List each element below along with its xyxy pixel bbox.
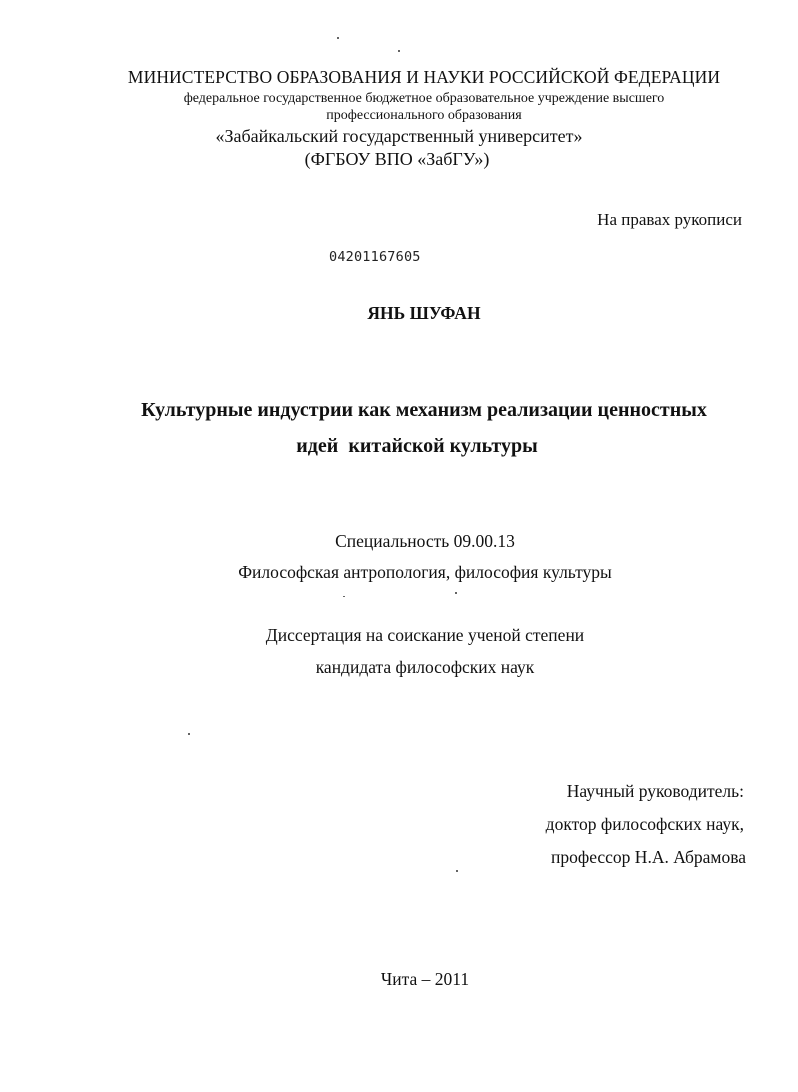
supervisor-degree: доктор философских наук, (545, 814, 744, 834)
institution-type-line2: профессионального образования (326, 108, 522, 123)
supervisor-name: профессор Н.А. Абрамова (550, 847, 746, 867)
author-name: ЯНЬ ШУФАН (367, 303, 481, 323)
title-line2: идей китайской культуры (296, 435, 538, 457)
dissertation-line2: кандидата философских наук (315, 657, 535, 677)
specialty-code: Специальность 09.00.13 (335, 531, 515, 551)
city-year: Чита – 2011 (380, 969, 470, 989)
manuscript-note: На правах рукописи (597, 210, 742, 229)
scan-speck (398, 50, 400, 52)
ministry-heading: МИНИСТЕРСТВО ОБРАЗОВАНИЯ И НАУКИ РОССИЙСКОЙ ФЕДЕРАЦИИ (127, 67, 721, 87)
registration-number: 04201167605 (329, 249, 421, 265)
scan-speck (337, 37, 339, 39)
scan-speck (456, 870, 458, 872)
specialty-name: Философская антропология, философия культуры (238, 562, 612, 582)
scan-speck (455, 592, 457, 594)
university-abbreviation: (ФГБОУ ВПО «ЗабГУ») (304, 149, 490, 169)
university-name: «Забайкальский государственный университет» (215, 126, 583, 146)
supervisor-label: Научный руководитель: (566, 781, 744, 801)
scan-speck (343, 596, 345, 597)
dissertation-line1: Диссертация на соискание ученой степени (265, 625, 585, 645)
title-line1: Культурные индустрии как механизм реализации ценностных (141, 399, 707, 421)
institution-type-line1: федеральное государственное бюджетное образовательное учреждение высшего (183, 91, 665, 106)
scan-speck (188, 733, 190, 735)
